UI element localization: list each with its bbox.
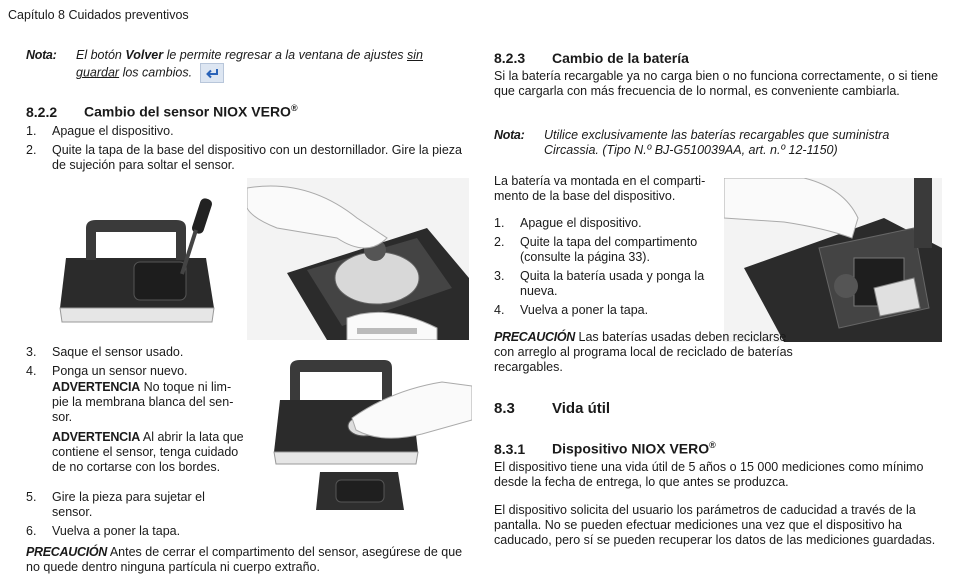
caution-battery: PRECAUCIÓN Las baterías usadas deben reciclarse con arreglo al programa local de reciclado de baterías recargables. <box>494 330 793 374</box>
list-item: 2. Quite la tapa del compartimento (consulte la página 33). <box>494 235 698 264</box>
list-item: 6. Vuelva a poner la tapa. <box>26 524 181 538</box>
lifespan-paragraph: El dispositivo tiene una vida útil de 5 años o 15 000 mediciones como mínimo desde la fecha de entrega, lo que antes se produzca. <box>494 460 924 489</box>
insert-sensor-image <box>272 360 472 520</box>
battery-location-text: La batería va montada en el comparti-mento de la base del dispositivo. <box>494 174 706 203</box>
battery-compartment-image <box>724 178 942 342</box>
list-item: 3. Quita la batería usada y ponga la nueva. <box>494 269 705 298</box>
section-831-heading: 8.3.1 Dispositivo NIOX VERO® <box>494 440 716 457</box>
chapter-header: Capítulo 8 Cuidados preventivos <box>8 8 189 22</box>
steps-822-b <box>26 345 256 381</box>
list-item: 1. Apague el dispositivo. <box>494 216 642 230</box>
battery-note: Nota: Utilice exclusivamente las baterías recargables que suministra Circassia. (Tipo N.º BJ-G510039AA, art. n.º 12-1150) <box>494 128 890 157</box>
steps-823 <box>494 216 716 322</box>
list-item: 3. Saque el sensor usado. <box>26 345 184 359</box>
list-item: 4. Ponga un sensor nuevo. <box>26 364 188 378</box>
sensor-compartment-image <box>247 178 469 340</box>
steps-822-a <box>26 124 466 177</box>
note-text: El botón Volver le permite regresar a la ventana de ajustes sin guardar los cambios. <box>76 48 456 83</box>
warning-membrane: ADVERTENCIA No toque ni lim-pie la membrana blanca del sen-sor. <box>52 380 234 424</box>
note-label: Nota: <box>26 48 57 62</box>
device-screwdriver-image <box>56 198 226 328</box>
steps-822-c <box>26 490 246 543</box>
section-822-heading: 8.2.2 Cambio del sensor NIOX VERO® <box>26 103 298 120</box>
list-item: 5. Gire la pieza para sujetar el sensor. <box>26 490 205 519</box>
section-823-heading: 8.2.3 Cambio de la batería <box>494 50 689 66</box>
list-item: 4. Vuelva a poner la tapa. <box>494 303 649 317</box>
list-item: 1. Apague el dispositivo. <box>26 124 174 138</box>
list-item: 2. Quite la tapa de la base del dispositivo con un destornillador. Gire la pieza de sujeción para soltar el sensor. <box>26 143 462 172</box>
battery-intro: Si la batería recargable ya no carga bien o no funciona correctamente, o si tiene que cargarla con más frecuencia de lo normal, es conveniente cambiarla. <box>494 69 939 98</box>
back-arrow-icon <box>200 63 224 83</box>
warning-can: ADVERTENCIA Al abrir la lata que contiene el sensor, tenga cuidado de no cortarse con los bordes. <box>52 430 244 474</box>
section-83-heading: 8.3 Vida útil <box>494 400 611 417</box>
expiry-paragraph: El dispositivo solicita del usuario los parámetros de caducidad a través de la pantalla. No se pueden efectuar mediciones una vez que el dispositivo ha caducado, pero sí se pueden recuperar los datos de las mediciones guardadas. <box>494 503 936 547</box>
note-back-button <box>26 48 466 83</box>
caution-sensor: PRECAUCIÓN Antes de cerrar el compartimento del sensor, asegúrese de que no quede dentro ninguna partícula ni cuerpo extraño. <box>26 545 463 574</box>
